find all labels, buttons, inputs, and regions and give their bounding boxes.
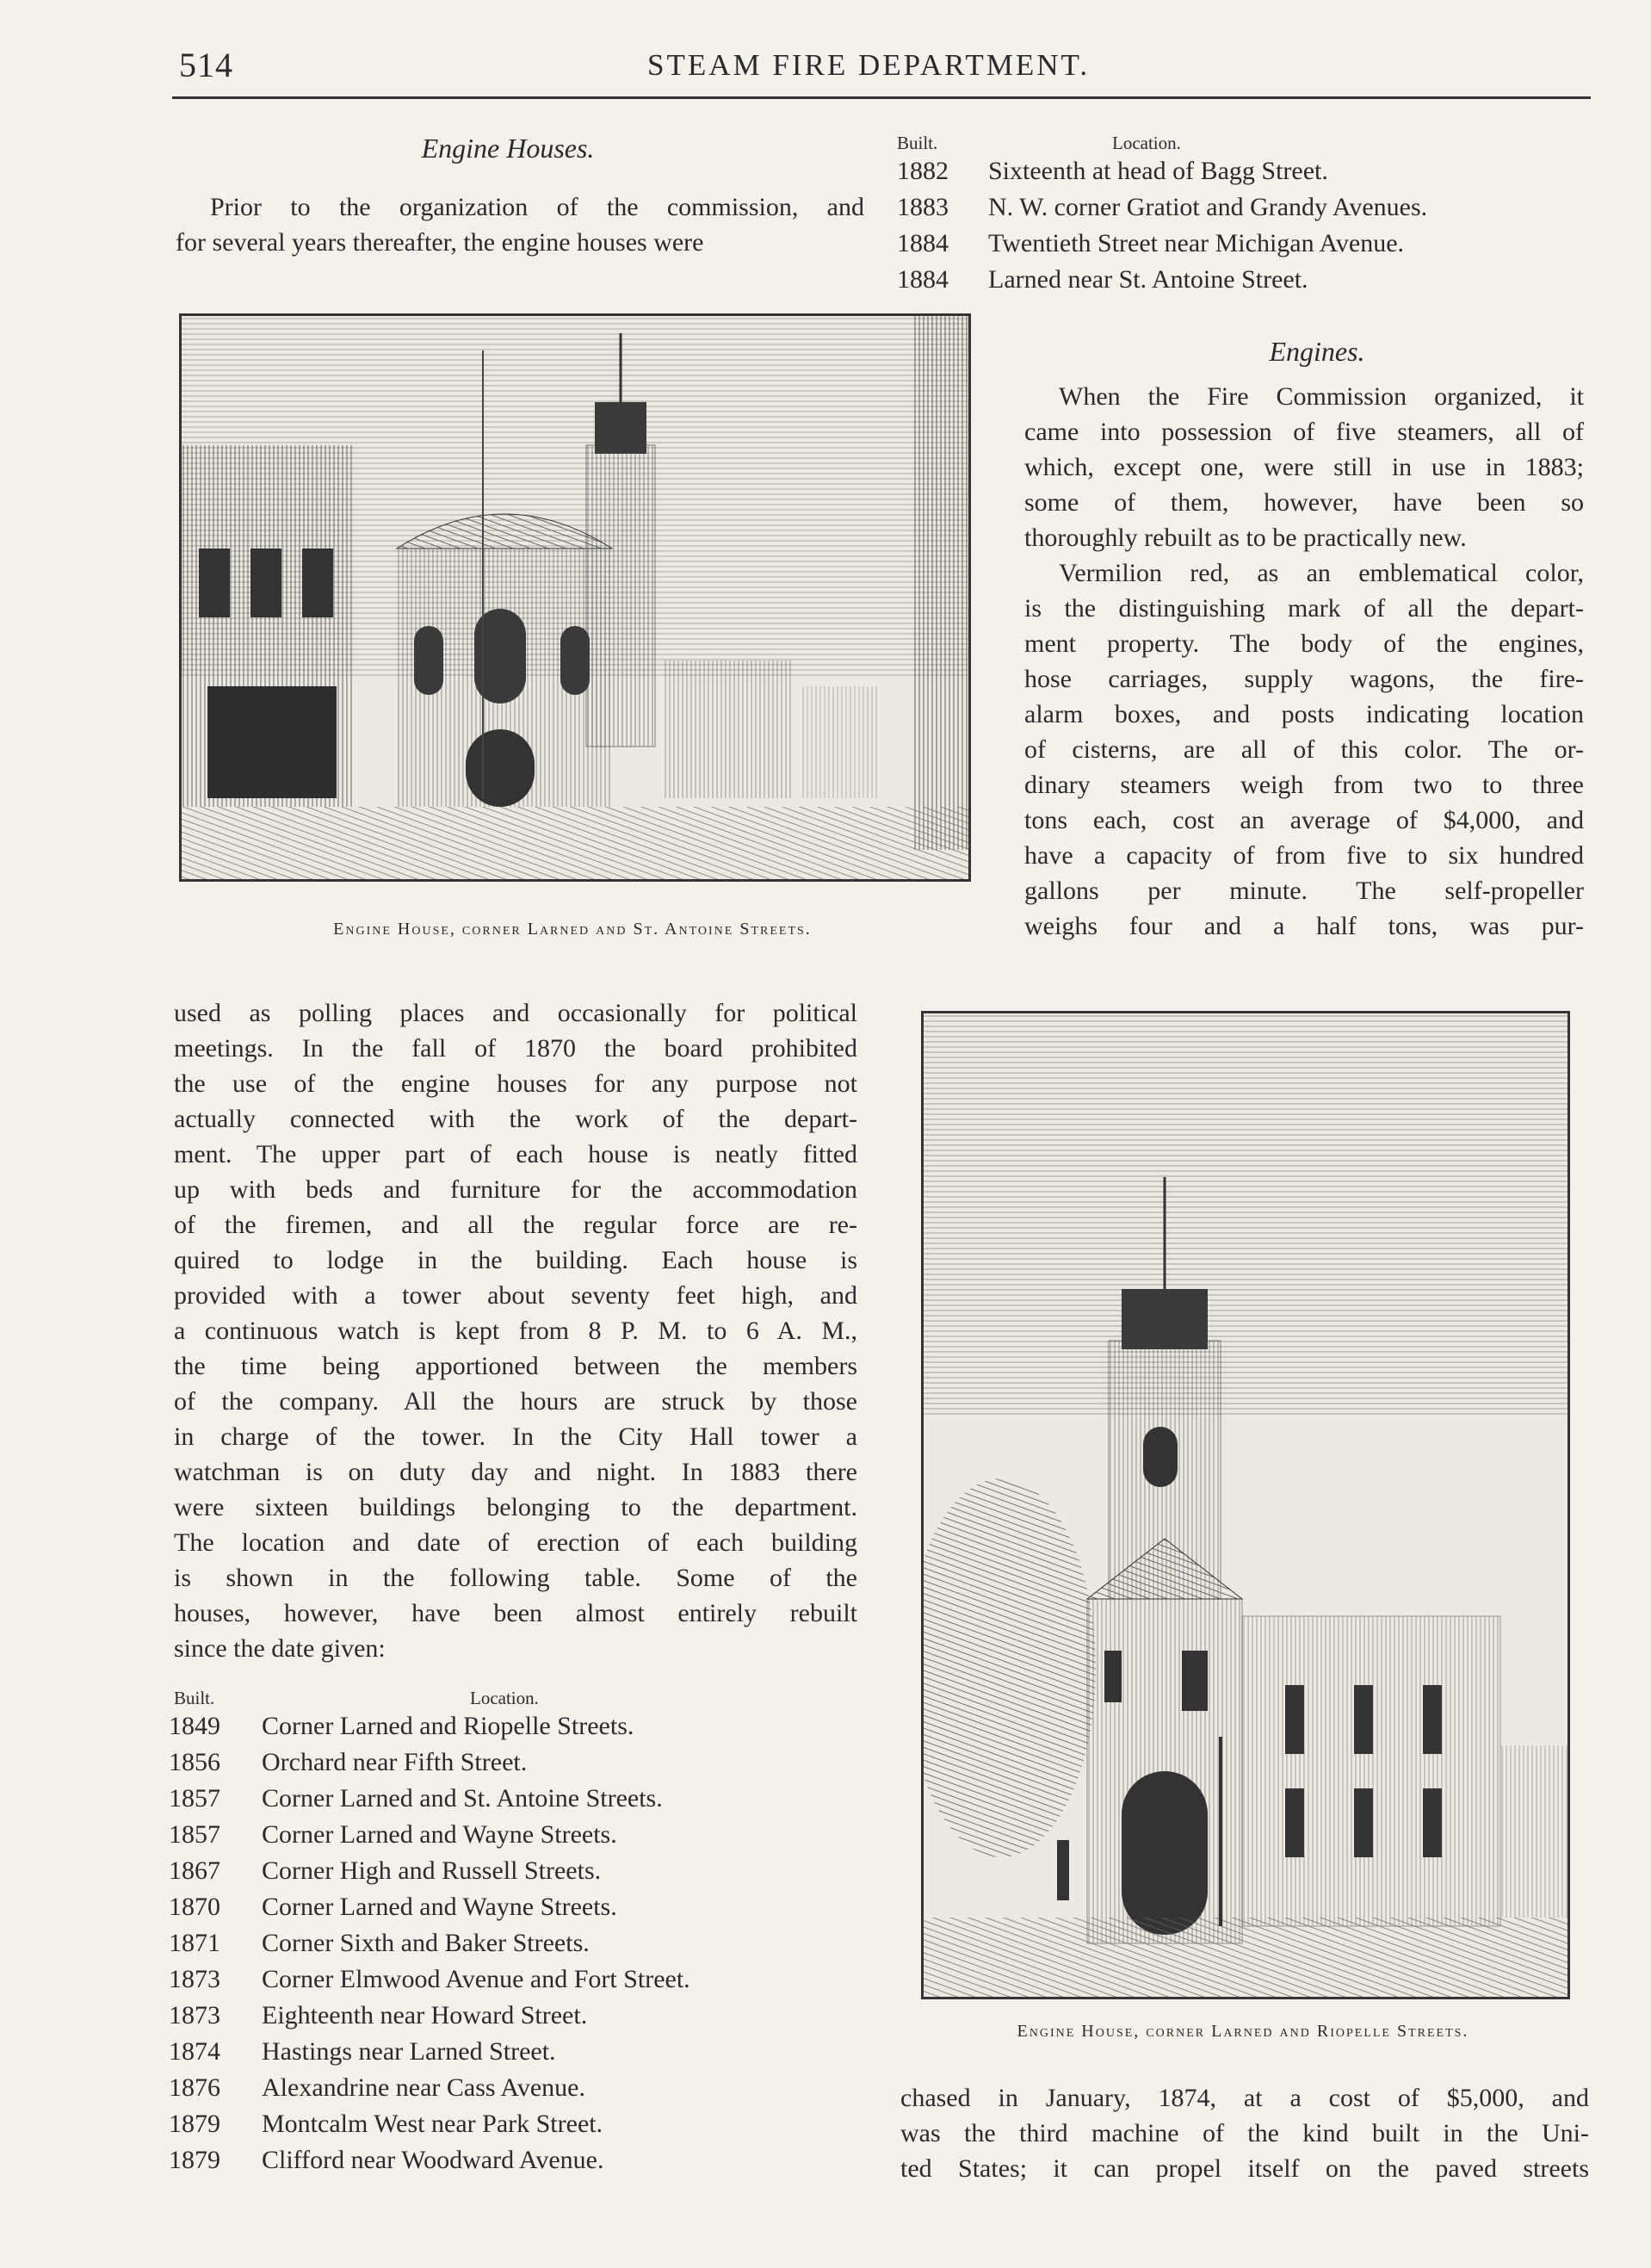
- built-year: 1884: [897, 265, 949, 294]
- built-year: 1857: [169, 1784, 220, 1813]
- caption-image-1: Engine House, corner Larned and St. Antoine Streets.: [333, 920, 812, 939]
- built-year: 1879: [169, 2146, 220, 2174]
- table-row: [169, 2142, 857, 2178]
- table-row: [169, 1925, 857, 1961]
- text-line: came into possession of five steamers, all of: [1024, 418, 1584, 446]
- text-line: since the date given:: [174, 1634, 386, 1663]
- table-row: [169, 1853, 857, 1889]
- table-header-left: [174, 1688, 857, 1709]
- built-year: 1856: [169, 1748, 220, 1776]
- engine-houses-continuation: [174, 995, 857, 1666]
- text-line: is the distinguishing mark of all the depart-: [1024, 594, 1584, 623]
- text-line: houses, however, have been almost entirely rebuilt: [174, 1599, 857, 1627]
- text-line: used as polling places and occasionally for political: [174, 999, 857, 1027]
- text-line: meetings. In the fall of 1870 the board prohibited: [174, 1034, 857, 1063]
- table-row: [169, 2070, 857, 2106]
- built-year: 1883: [897, 193, 949, 221]
- location: Orchard near Fifth Street.: [262, 1748, 528, 1776]
- table-rows-right: [897, 153, 1592, 298]
- text-line: the time being apportioned between the members: [174, 1352, 857, 1380]
- table-row: [897, 262, 1592, 298]
- location: Alexandrine near Cass Avenue.: [262, 2073, 585, 2102]
- table-row: [169, 1889, 857, 1925]
- col-built-label: Built.: [897, 133, 938, 153]
- location: Corner Elmwood Avenue and Fort Street.: [262, 1965, 690, 1993]
- built-year: 1870: [169, 1893, 220, 1921]
- built-year: 1873: [169, 1965, 220, 1993]
- text-line: some of them, however, have been so: [1024, 488, 1584, 517]
- built-year: 1857: [169, 1820, 220, 1849]
- location: Eighteenth near Howard Street.: [262, 2001, 588, 2029]
- location: Corner Sixth and Baker Streets.: [262, 1929, 590, 1957]
- built-year: 1871: [169, 1929, 220, 1957]
- text-line: of cisterns, are all of this color. The or-: [1024, 735, 1584, 764]
- text-line: for several years thereafter, the engine houses were: [176, 228, 704, 257]
- text-line: was the third machine of the kind built in the Uni-: [900, 2119, 1589, 2147]
- text-line: alarm boxes, and posts indicating location: [1024, 700, 1584, 728]
- text-line: were sixteen buildings belonging to the department.: [174, 1493, 857, 1521]
- table-row: [169, 1708, 857, 1744]
- text-line: The location and date of erection of each building: [174, 1528, 857, 1557]
- engine-houses-intro: [176, 189, 864, 260]
- text-line: When the Fire Commission organized, it: [1059, 382, 1584, 411]
- table-row: [169, 2034, 857, 2070]
- text-line: which, except one, were still in use in 1883;: [1024, 453, 1584, 481]
- col-location-label: Location.: [1112, 133, 1181, 153]
- text-line: a continuous watch is kept from 8 P. M. to 6 A. M.,: [174, 1317, 857, 1345]
- page-number: 514: [179, 46, 233, 84]
- location: Corner Larned and St. Antoine Streets.: [262, 1784, 663, 1813]
- caption-image-2: Engine House, corner Larned and Riopelle Streets.: [1017, 2022, 1469, 2041]
- table-row: [897, 189, 1592, 226]
- text-line: weighs four and a half tons, was pur-: [1024, 912, 1584, 940]
- built-year: 1876: [169, 2073, 220, 2102]
- table-header-right: [897, 133, 1592, 154]
- text-line: of the firemen, and all the regular force are re-: [174, 1211, 857, 1239]
- table-row: [169, 1961, 857, 1998]
- text-line: dinary steamers weigh from two to three: [1024, 771, 1584, 799]
- built-year: 1879: [169, 2110, 220, 2138]
- col-location-label: Location.: [470, 1688, 539, 1708]
- built-year: 1849: [169, 1712, 220, 1740]
- text-line: ted States; it can propel itself on the paved streets: [900, 2154, 1589, 2183]
- text-line: tons each, cost an average of $4,000, and: [1024, 806, 1584, 834]
- table-row: [169, 1998, 857, 2034]
- location: Hastings near Larned Street.: [262, 2037, 556, 2066]
- text-line: watchman is on duty day and night. In 1883 there: [174, 1458, 857, 1486]
- text-line: the use of the engine houses for any purpose not: [174, 1069, 857, 1098]
- engine-house-st-antoine-illustration: [179, 313, 971, 882]
- text-line: hose carriages, supply wagons, the fire-: [1024, 665, 1584, 693]
- text-line: up with beds and furniture for the accommodation: [174, 1175, 857, 1204]
- engines-continuation: [900, 2080, 1589, 2186]
- text-line: provided with a tower about seventy feet high, and: [174, 1281, 857, 1310]
- text-line: is shown in the following table. Some of the: [174, 1564, 857, 1592]
- engine-house-riopelle-illustration: [921, 1011, 1570, 1999]
- table-row: [169, 1781, 857, 1817]
- col-built-label: Built.: [174, 1688, 215, 1708]
- text-line: ment. The upper part of each house is neatly fitted: [174, 1140, 857, 1168]
- location: Corner Larned and Wayne Streets.: [262, 1820, 617, 1849]
- built-year: 1884: [897, 229, 949, 257]
- engines-paragraph-1: [1024, 379, 1584, 555]
- engines-text: [1024, 379, 1584, 944]
- text-line: Vermilion red, as an emblematical color,: [1059, 559, 1584, 587]
- text-line: ment property. The body of the engines,: [1024, 629, 1584, 658]
- text-line: chased in January, 1874, at a cost of $5,000, and: [900, 2084, 1589, 2112]
- text-line: in charge of the tower. In the City Hall tower a: [174, 1422, 857, 1451]
- location: Montcalm West near Park Street.: [262, 2110, 603, 2138]
- location: Larned near St. Antoine Street.: [988, 265, 1308, 294]
- text-line: have a capacity of from five to six hundred: [1024, 841, 1584, 870]
- location: Clifford near Woodward Avenue.: [262, 2146, 604, 2174]
- location: Corner Larned and Wayne Streets.: [262, 1893, 617, 1921]
- section-title-engines: Engines.: [1269, 336, 1365, 367]
- location: Corner Larned and Riopelle Streets.: [262, 1712, 634, 1740]
- text-line: of the company. All the hours are struck by those: [174, 1387, 857, 1416]
- table-row: [897, 226, 1592, 262]
- location: N. W. corner Gratiot and Grandy Avenues.: [988, 193, 1428, 221]
- running-title: STEAM FIRE DEPARTMENT.: [647, 48, 1091, 82]
- text-line: thoroughly rebuilt as to be practically new.: [1024, 524, 1467, 552]
- header-rule: [172, 96, 1591, 99]
- text-line: gallons per minute. The self-propeller: [1024, 877, 1584, 905]
- section-title-engine-houses: Engine Houses.: [421, 133, 595, 164]
- text-line: actually connected with the work of the depart-: [174, 1105, 857, 1133]
- table-row: [169, 1817, 857, 1853]
- built-year: 1874: [169, 2037, 220, 2066]
- engines-paragraph-2: [1024, 555, 1584, 944]
- built-year: 1867: [169, 1856, 220, 1885]
- table-row: [169, 1744, 857, 1781]
- text-line: Prior to the organization of the commission, and: [210, 193, 864, 221]
- table-row: [897, 153, 1592, 189]
- table-rows-left: [169, 1708, 857, 2178]
- built-year: 1882: [897, 157, 949, 185]
- table-row: [169, 2106, 857, 2142]
- built-year: 1873: [169, 2001, 220, 2029]
- location: Twentieth Street near Michigan Avenue.: [988, 229, 1405, 257]
- location: Corner High and Russell Streets.: [262, 1856, 602, 1885]
- location: Sixteenth at head of Bagg Street.: [988, 157, 1328, 185]
- text-line: quired to lodge in the building. Each house is: [174, 1246, 857, 1274]
